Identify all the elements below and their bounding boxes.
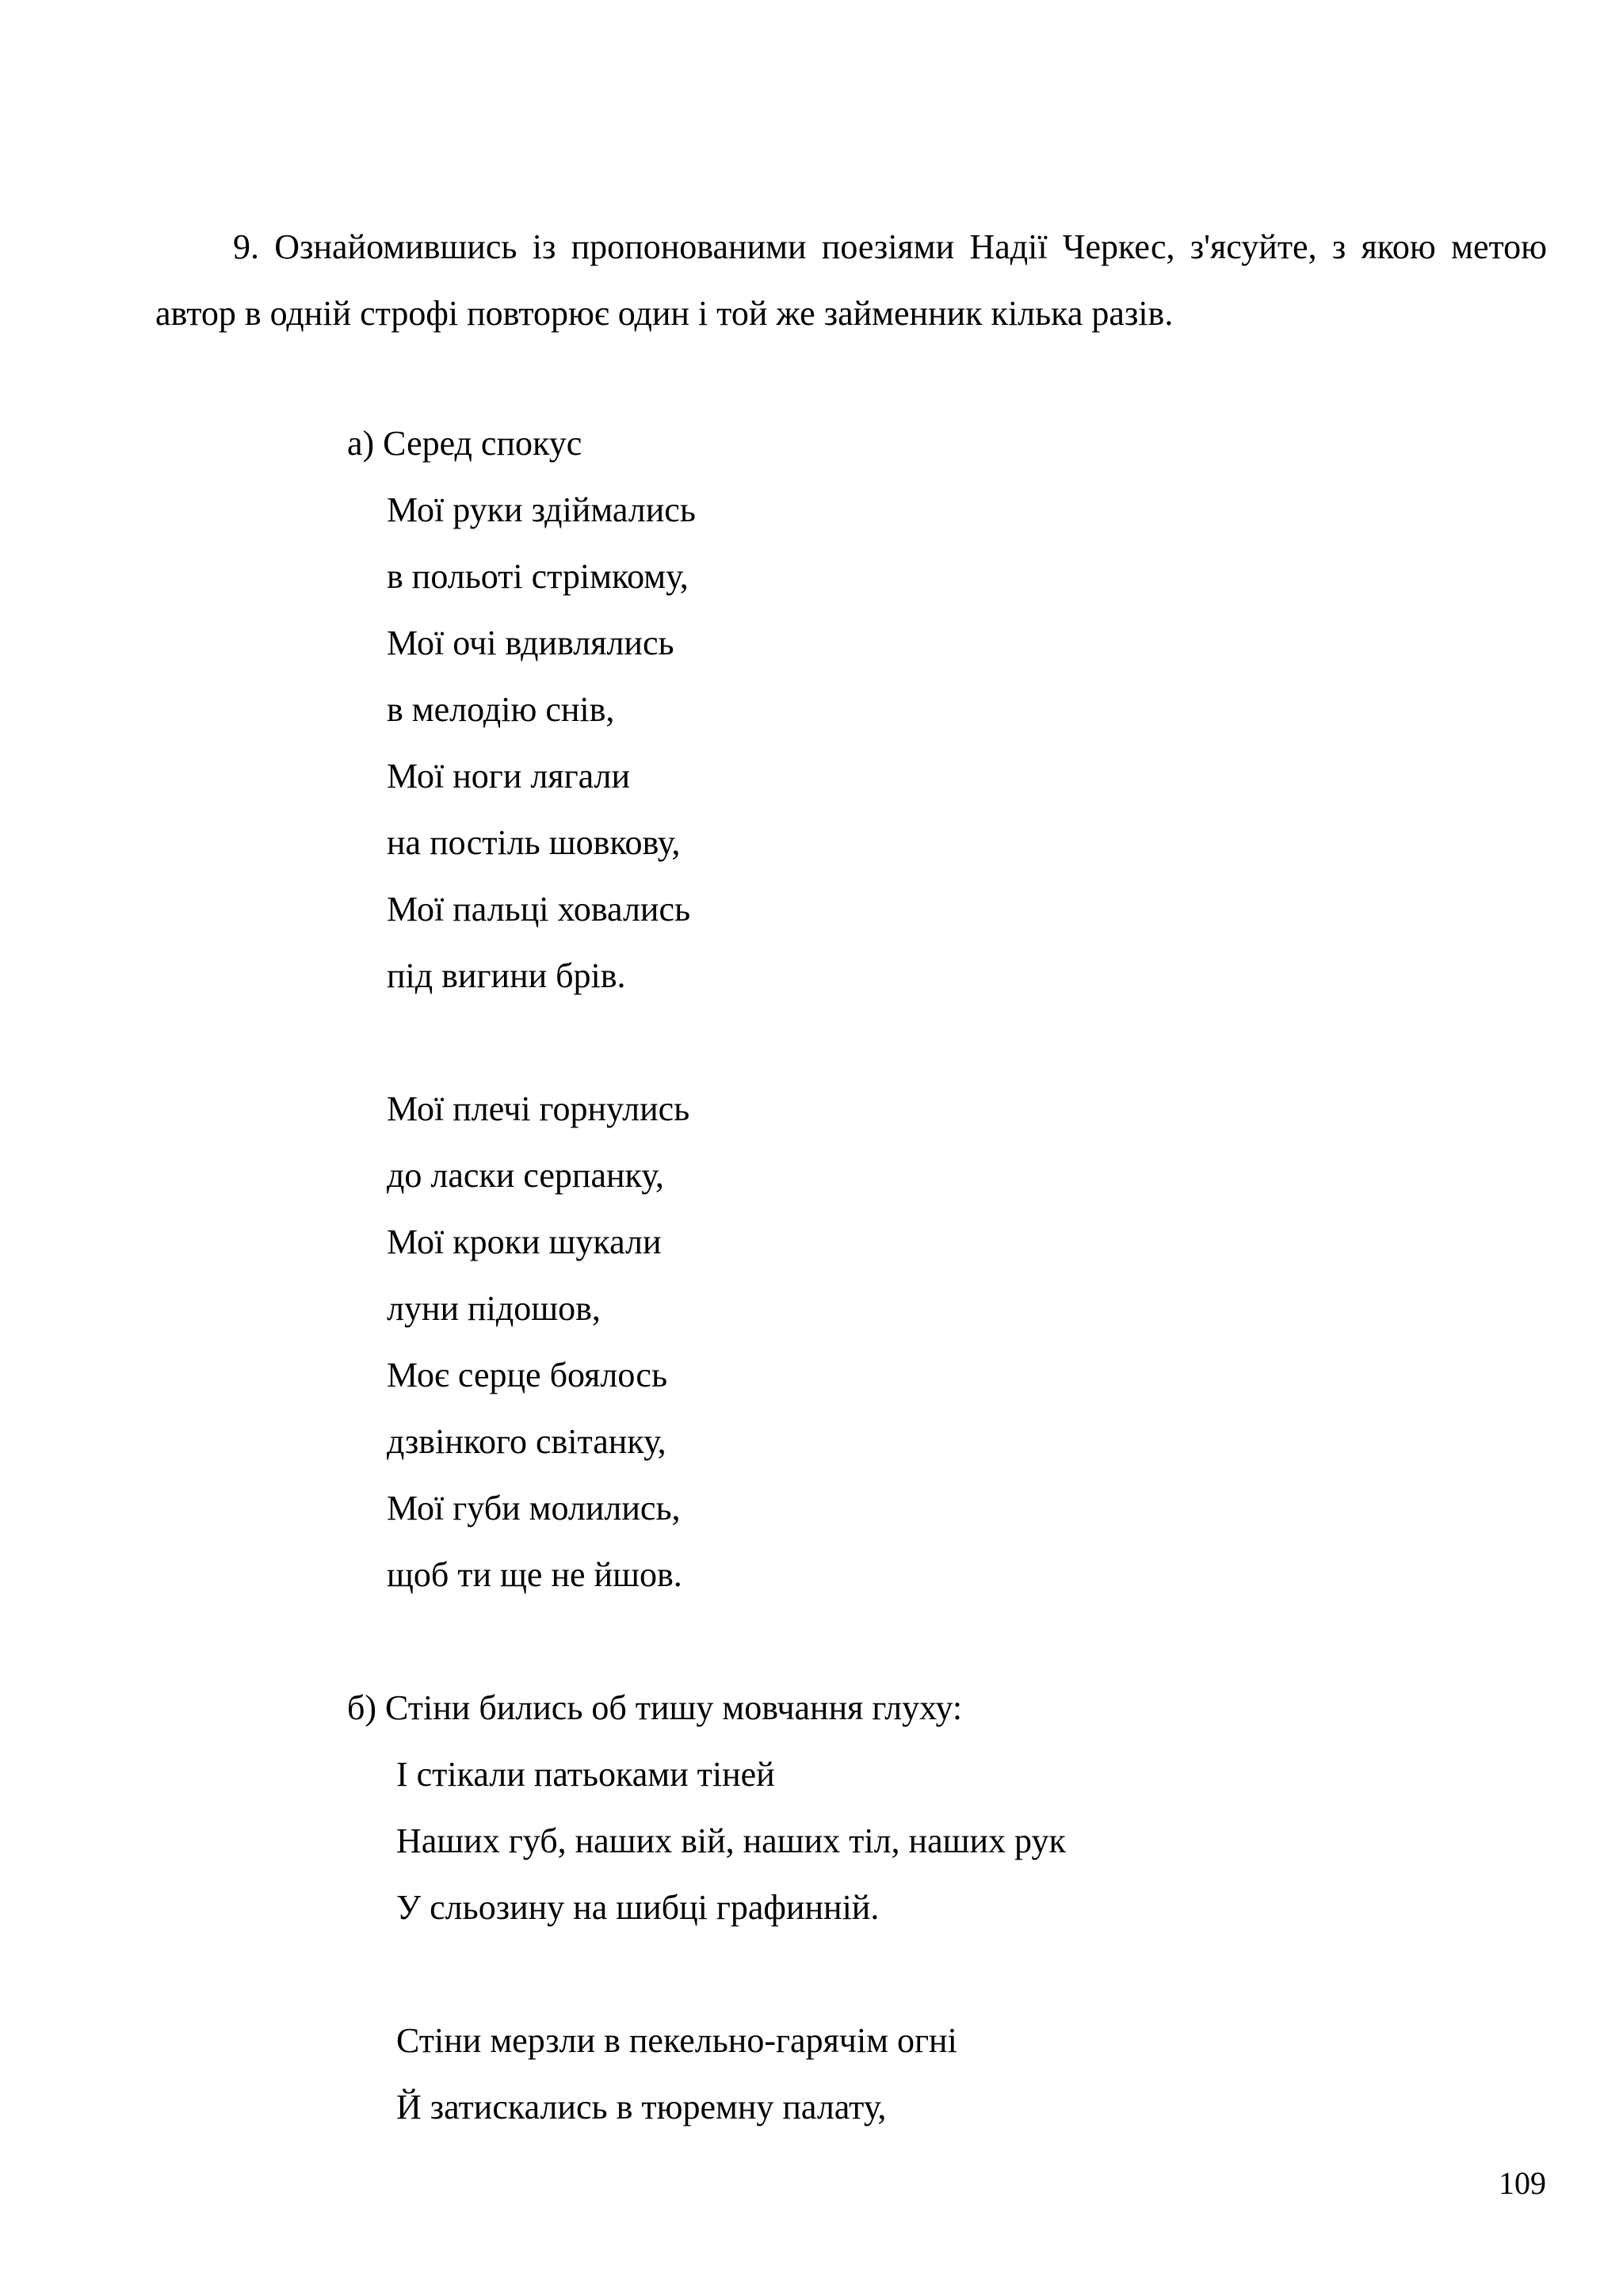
poem-a-line: Мої губи молились, — [387, 1489, 681, 1527]
poem-b-line: У сльозину на шибці графинній. — [396, 1888, 880, 1927]
poem-a-line: Моє серце боялось — [387, 1356, 668, 1394]
poem-a-line: дзвінкого світанку, — [387, 1422, 666, 1461]
poem-a-line: Мої кроки шукали — [387, 1222, 662, 1261]
poem-a-line: Мої ноги лягали — [387, 757, 631, 795]
poem-a-line: в польоті стрімкому, — [387, 557, 689, 596]
poem-b-line: Стіни мерзли в пекельно-гарячім огні — [396, 2021, 957, 2060]
poem-b-line: І стікали патьоками тіней — [396, 1755, 775, 1794]
poem-a-line: до ласки серпанку, — [387, 1156, 664, 1195]
task-paragraph: 9. Ознайомившись із пропонованими поезіями Надії Черкес, з'ясуйте, з якою метою автор в одній строфі повторює один і той же займенник кілька разів. — [155, 227, 1547, 333]
poem-a-line: а) Серед спокус — [347, 424, 582, 463]
poem-b-line: Й затискались в тюремну палату, — [396, 2088, 887, 2126]
poem-a-line: луни підошов, — [387, 1289, 601, 1328]
poem-a-line: Мої пальці ховались — [387, 890, 691, 929]
poem-a-line: щоб ти ще не йшов. — [387, 1555, 682, 1594]
page-number: 109 — [1499, 2165, 1546, 2201]
poem-b-line: Наших губ, наших вій, наших тіл, наших рук — [396, 1821, 1066, 1860]
poem-a-line: Мої плечі горнулись — [387, 1089, 690, 1128]
poem-a-line: в мелодію снів, — [387, 690, 615, 729]
poem-a-line: на постіль шовкову, — [387, 823, 681, 862]
poem-a-line: Мої очі вдивлялись — [387, 624, 674, 662]
poem-a-line: Мої руки здіймались — [387, 490, 696, 529]
poem-b-line: б) Стіни бились об тишу мовчання глуху: — [347, 1688, 963, 1727]
poem-a-line: під вигини брів. — [387, 956, 626, 995]
